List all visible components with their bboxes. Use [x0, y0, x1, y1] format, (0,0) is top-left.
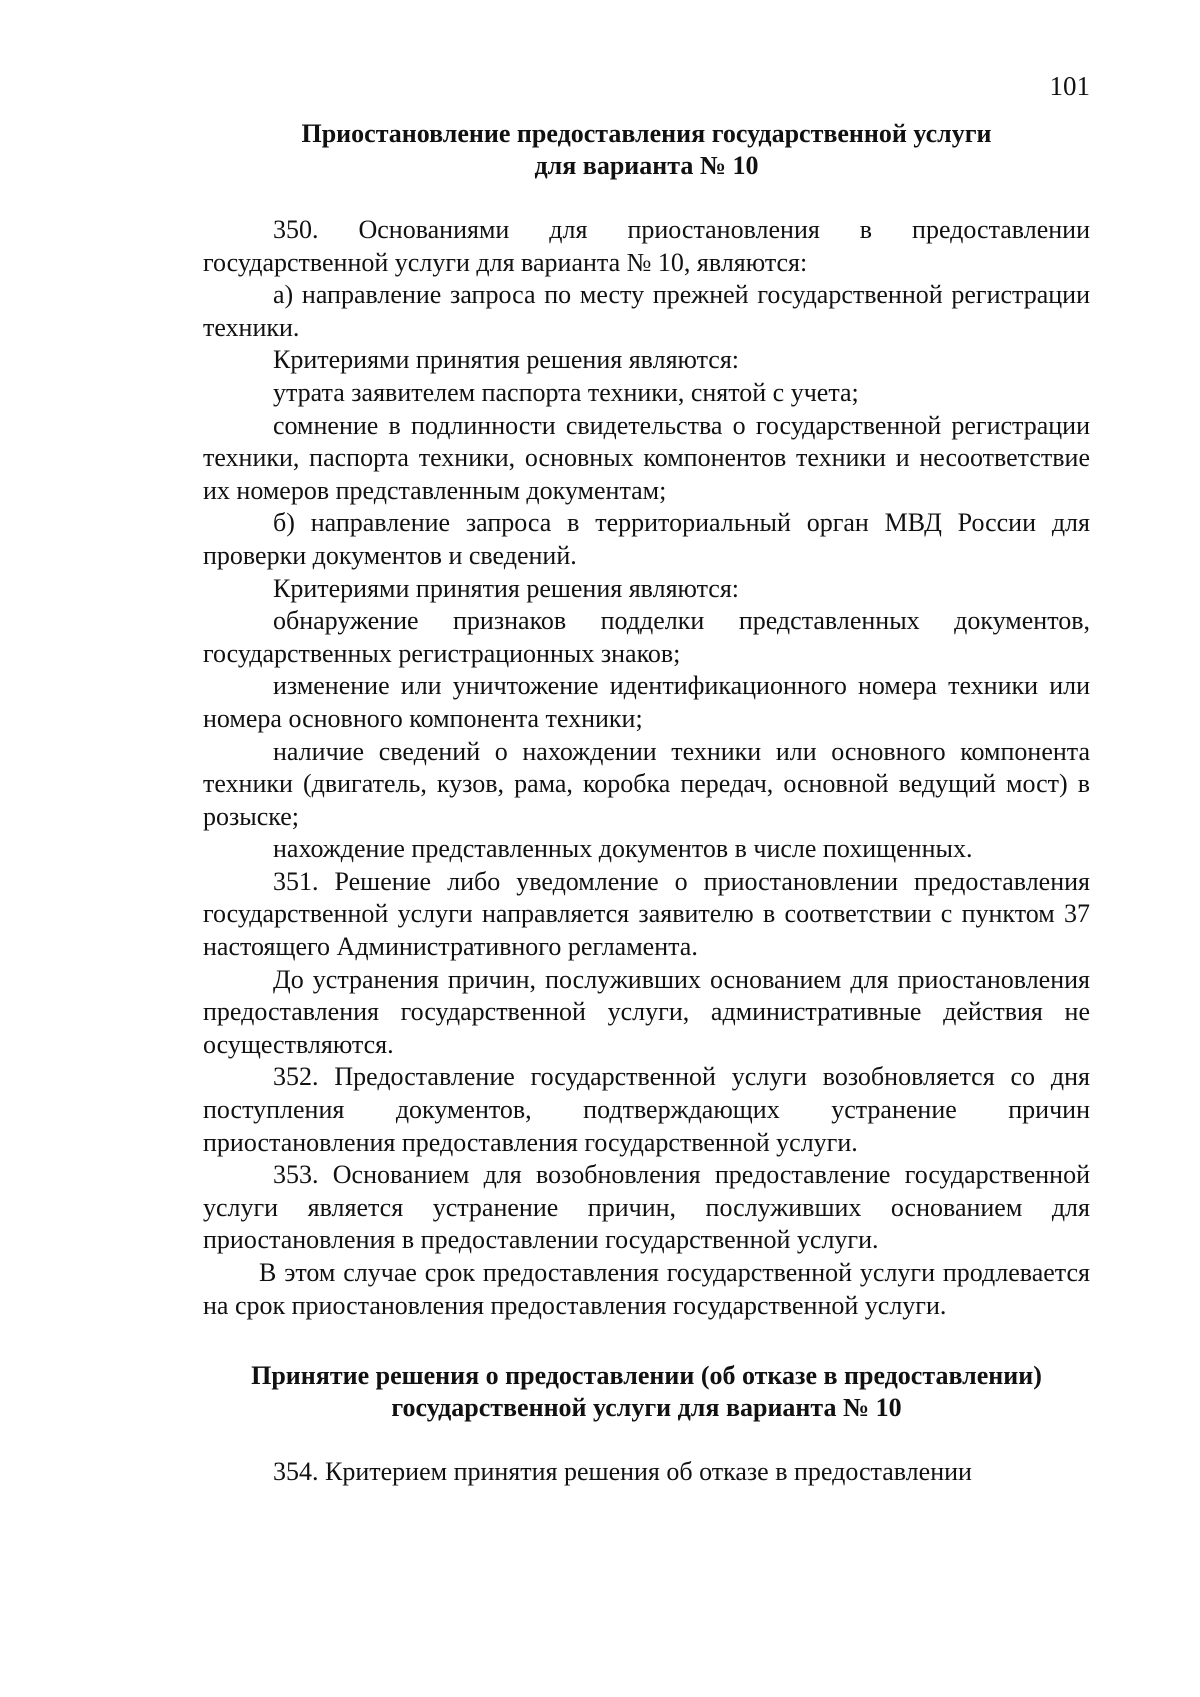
paragraph-criterion: утрата заявителем паспорта техники, снятой с учета;: [273, 377, 859, 407]
heading-line: Принятие решения о предоставлении (об отказе в предоставлении): [251, 1361, 1042, 1391]
heading-line: для варианта № 10: [534, 151, 759, 180]
paragraph-352: 352. Предоставление государственной услуги возобновляется со дня поступления документов, подтверждающих устранение причин приостановления предоставления государственной услуги.: [203, 1062, 1090, 1157]
paragraph-354: 354. Критерием принятия решения об отказе в предоставлении: [273, 1457, 972, 1487]
paragraph-350: 350. Основаниями для приостановления в предоставлении государственной услуги для варианта № 10, являются:: [203, 215, 1090, 277]
paragraph-criterion: изменение или уничтожение идентификационного номера техники или номера основного компонента техники;: [203, 671, 1090, 733]
page-content: [203, 118, 1090, 1489]
paragraph-item-a: а) направление запроса по месту прежней государственной регистрации техники.: [203, 280, 1090, 342]
paragraph-item-b: б) направление запроса в территориальный орган МВД России для проверки документов и сведений.: [203, 508, 1090, 570]
paragraph-criteria: Критериями принятия решения являются:: [273, 573, 740, 603]
paragraph-until-eliminated: До устранения причин, послуживших основанием для приостановления предоставления государственной услуги, административные действия не осуществляются.: [203, 964, 1090, 1059]
paragraph-criterion: нахождение представленных документов в числе похищенных.: [273, 834, 973, 864]
section-heading-decision: [203, 1360, 1090, 1424]
paragraph-criterion: наличие сведений о нахождении техники или основного компонента техники (двигатель, кузов, рама, коробка передач, основной ведущий мост) в розыске;: [203, 736, 1090, 831]
heading-line: Приостановление предоставления государственной услуги: [301, 119, 992, 148]
paragraph-351: 351. Решение либо уведомление о приостановлении предоставления государственной услуги направляется заявителю в соответствии с пунктом 37 настоящего Административного регламента.: [203, 866, 1090, 962]
paragraph-353: 353. Основанием для возобновления предоставление государственной услуги является устранение причин, послуживших основанием для приостановления в предоставлении государственной услуги.: [203, 1160, 1090, 1255]
heading-line: государственной услуги для варианта № 10: [391, 1393, 902, 1423]
page-number: 101: [1049, 71, 1090, 101]
paragraph-criterion: сомнение в подлинности свидетельства о государственной регистрации техники, паспорта техники, основных компонентов техники и несоответствие их номеров представленным документам;: [203, 410, 1090, 505]
paragraph-criteria: Критериями принятия решения являются:: [273, 345, 740, 375]
section-heading-suspension: [203, 118, 1090, 182]
paragraph-criterion: обнаружение признаков подделки представленных документов, государственных регистрационных знаков;: [203, 606, 1090, 668]
paragraph-term-extended: В этом случае срок предоставления государственной услуги продлевается на срок приостановления предоставления государственной услуги.: [203, 1258, 1090, 1320]
